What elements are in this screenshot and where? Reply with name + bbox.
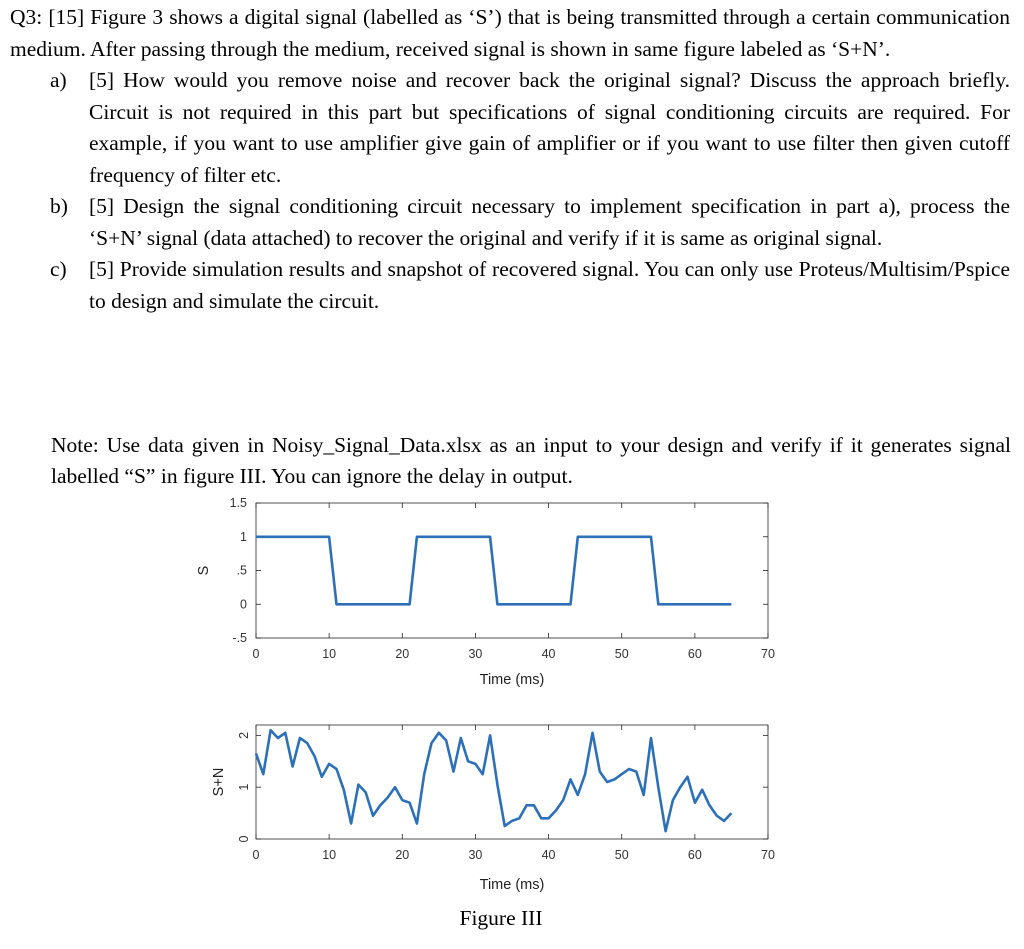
x-tick-label: 0 xyxy=(252,647,260,661)
x-tick-label: 70 xyxy=(761,848,775,862)
x-tick-label: 10 xyxy=(322,647,337,661)
figure-caption: Figure III xyxy=(459,906,543,930)
x-tick-label: 20 xyxy=(395,647,410,661)
y-axis-label: S xyxy=(196,565,212,576)
x-tick-label: 50 xyxy=(614,848,629,862)
part-text: [5] Design the signal conditioning circuit necessary to implement specification in part a), process the ‘S+N’ signal (data attached) to recover the original and verify if it is same as original signal. xyxy=(89,194,1010,250)
x-tick-label: 40 xyxy=(541,848,556,862)
chart-s-plus-n xyxy=(211,725,775,893)
y-tick-label: .5 xyxy=(236,563,247,578)
x-tick-label: 70 xyxy=(761,647,775,661)
y-tick-label: 1 xyxy=(237,783,251,791)
x-tick-label: 30 xyxy=(468,848,483,862)
y-tick-label: 1.5 xyxy=(229,496,247,510)
chart-s xyxy=(196,496,775,688)
part-label: a) xyxy=(50,68,67,92)
x-tick-label: 40 xyxy=(541,647,556,661)
x-tick-label: 50 xyxy=(614,647,629,661)
x-tick-label: 20 xyxy=(395,848,410,862)
x-tick-label: 30 xyxy=(468,647,483,661)
x-tick-label: 60 xyxy=(687,848,702,862)
x-axis-label: Time (ms) xyxy=(479,672,545,688)
x-tick-label: 60 xyxy=(687,647,702,661)
y-tick-label: 2 xyxy=(237,731,251,739)
part-text: [5] Provide simulation results and snapshot of recovered signal. You can only use Proteus/Multisim/Pspice to design and simulate the circuit. xyxy=(89,257,1010,313)
y-tick-label: 1 xyxy=(240,529,247,544)
question-intro: Q3: [15] Figure 3 shows a digital signal (labelled as ‘S’) that is being transmitted through a certain communication medium. After passing through the medium, received signal is shown in same figure labeled as ‘S+N’. xyxy=(10,5,1010,61)
x-tick-label: 0 xyxy=(252,848,260,862)
x-tick-label: 10 xyxy=(322,848,337,862)
y-tick-label: -.5 xyxy=(232,631,247,645)
y-tick-label: 0 xyxy=(240,597,247,612)
part-text: [5] How would you remove noise and recover back the original signal? Discuss the approach briefly. Circuit is not required in this part but specifications of signal conditioning circuits are required. For example, if you want to use amplifier give gain of amplifier or if you want to use filter then given cutoff frequency of filter etc. xyxy=(89,68,1010,187)
y-tick-label: 0 xyxy=(237,835,251,843)
note-text: Note: Use data given in Noisy_Signal_Data.xlsx as an input to your design and verify if it generates signal labelled “S” in figure III. You can ignore the delay in output. xyxy=(51,432,1011,488)
y-axis-label: S+N xyxy=(211,767,227,797)
part-label: c) xyxy=(50,257,67,281)
part-label: b) xyxy=(50,194,68,218)
x-axis-label: Time (ms) xyxy=(479,877,545,893)
